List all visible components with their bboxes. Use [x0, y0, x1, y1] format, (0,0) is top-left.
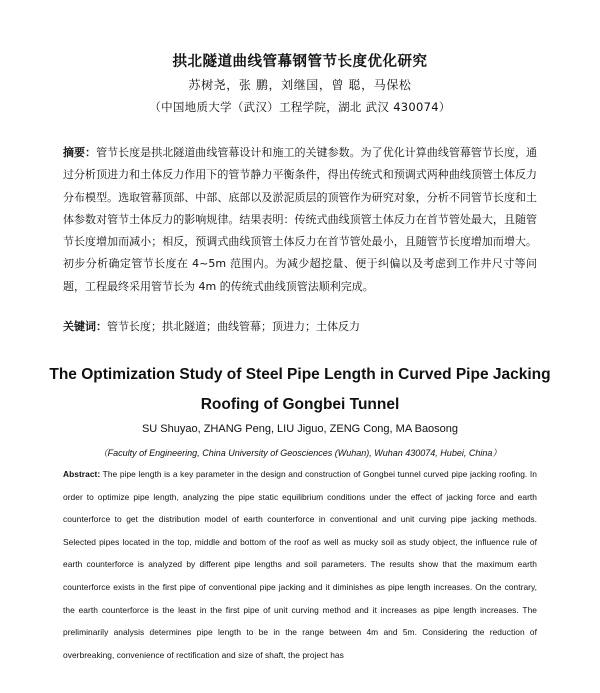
- chinese-title: 拱北隧道曲线管幕钢管节长度优化研究: [172, 54, 428, 70]
- english-title-line-1: The Optimization Study of Steel Pipe Length in Curved Pipe Jacking: [49, 366, 551, 383]
- chinese-affiliation: （中国地质大学（武汉）工程学院，湖北 武汉 430074）: [149, 100, 451, 114]
- chinese-keywords-text: 管节长度；拱北隧道；曲线管幕；顶进力；土体反力: [107, 320, 360, 333]
- english-authors: SU Shuyao, ZHANG Peng, LIU Jiguo, ZENG Cong, MA Baosong: [141, 423, 459, 435]
- english-affiliation: （Faculty of Engineering, China University of Geosciences (Wuhan), Wuhan 430074, Hubei, China）: [98, 448, 502, 458]
- english-abstract-label: Abstract:: [63, 469, 101, 479]
- chinese-abstract-label: 摘要：: [63, 146, 97, 159]
- english-abstract: [63, 463, 537, 666]
- chinese-abstract: [63, 142, 537, 298]
- chinese-abstract-text: 管节长度是拱北隧道曲线管幕设计和施工的关键参数。为了优化计算曲线管幕管节长度，通过分析顶进力和土体反力作用下的管节静力平衡条件，得出传统式和预调式两种曲线顶管土体反力分布模型。选取管幕顶部、中部、底部以及淤泥质层的顶管作为研究对象，分析不同管节长度和土体参数对管节土体反力的影响规律。结果表明：传统式曲线顶管土体反力在首节管处最大，且随管节长度增加而减小；相反，预调式曲线顶管土体反力在首节管处最小，且随管节长度增加而增大。初步分析确定管节长度在 4~5m 范围内。为减少超挖量、便于纠偏以及考虑到工作井尺寸等问题，工程最终采用管节长为 4m 的传统式曲线顶管法顺利完成。: [63, 146, 538, 293]
- english-title-line-2: Roofing of Gongbei Tunnel: [200, 396, 400, 413]
- chinese-keywords: [63, 316, 537, 338]
- chinese-keywords-label: 关键词：: [63, 320, 107, 333]
- chinese-authors: 苏树尧，张 鹏，刘继国，曾 聪，马保松: [188, 78, 412, 92]
- english-abstract-text: The pipe length is a key parameter in the design and construction of Gongbei tunnel curved pipe jacking roofing. In order to optimize pipe length, analyzing the pipe static equilibrium conditions under the effect of jacking force and earth counterforce to get the distribution model of earth counterforce in conventional and unit curving pipe jacking methods. Selected pipes located in the top, middle and bottom of the roof as well as mucky soil as study object, the influence rule of earth counterforce is analyzed by different pipe lengths and soil parameters. The results show that the maximum earth counterforce exists in the first pipe of conventional pipe jacking and it diminishes as pipe length increases. On the contrary, the earth counterforce is the least in the first pipe of unit curving method and it increases as pipe length increases. The preliminarily analysis determines pipe length to be in the range between 4m and 5m. Considering the reduction of overbreaking, convenience of rectification and size of shaft, the project has: [63, 469, 537, 660]
